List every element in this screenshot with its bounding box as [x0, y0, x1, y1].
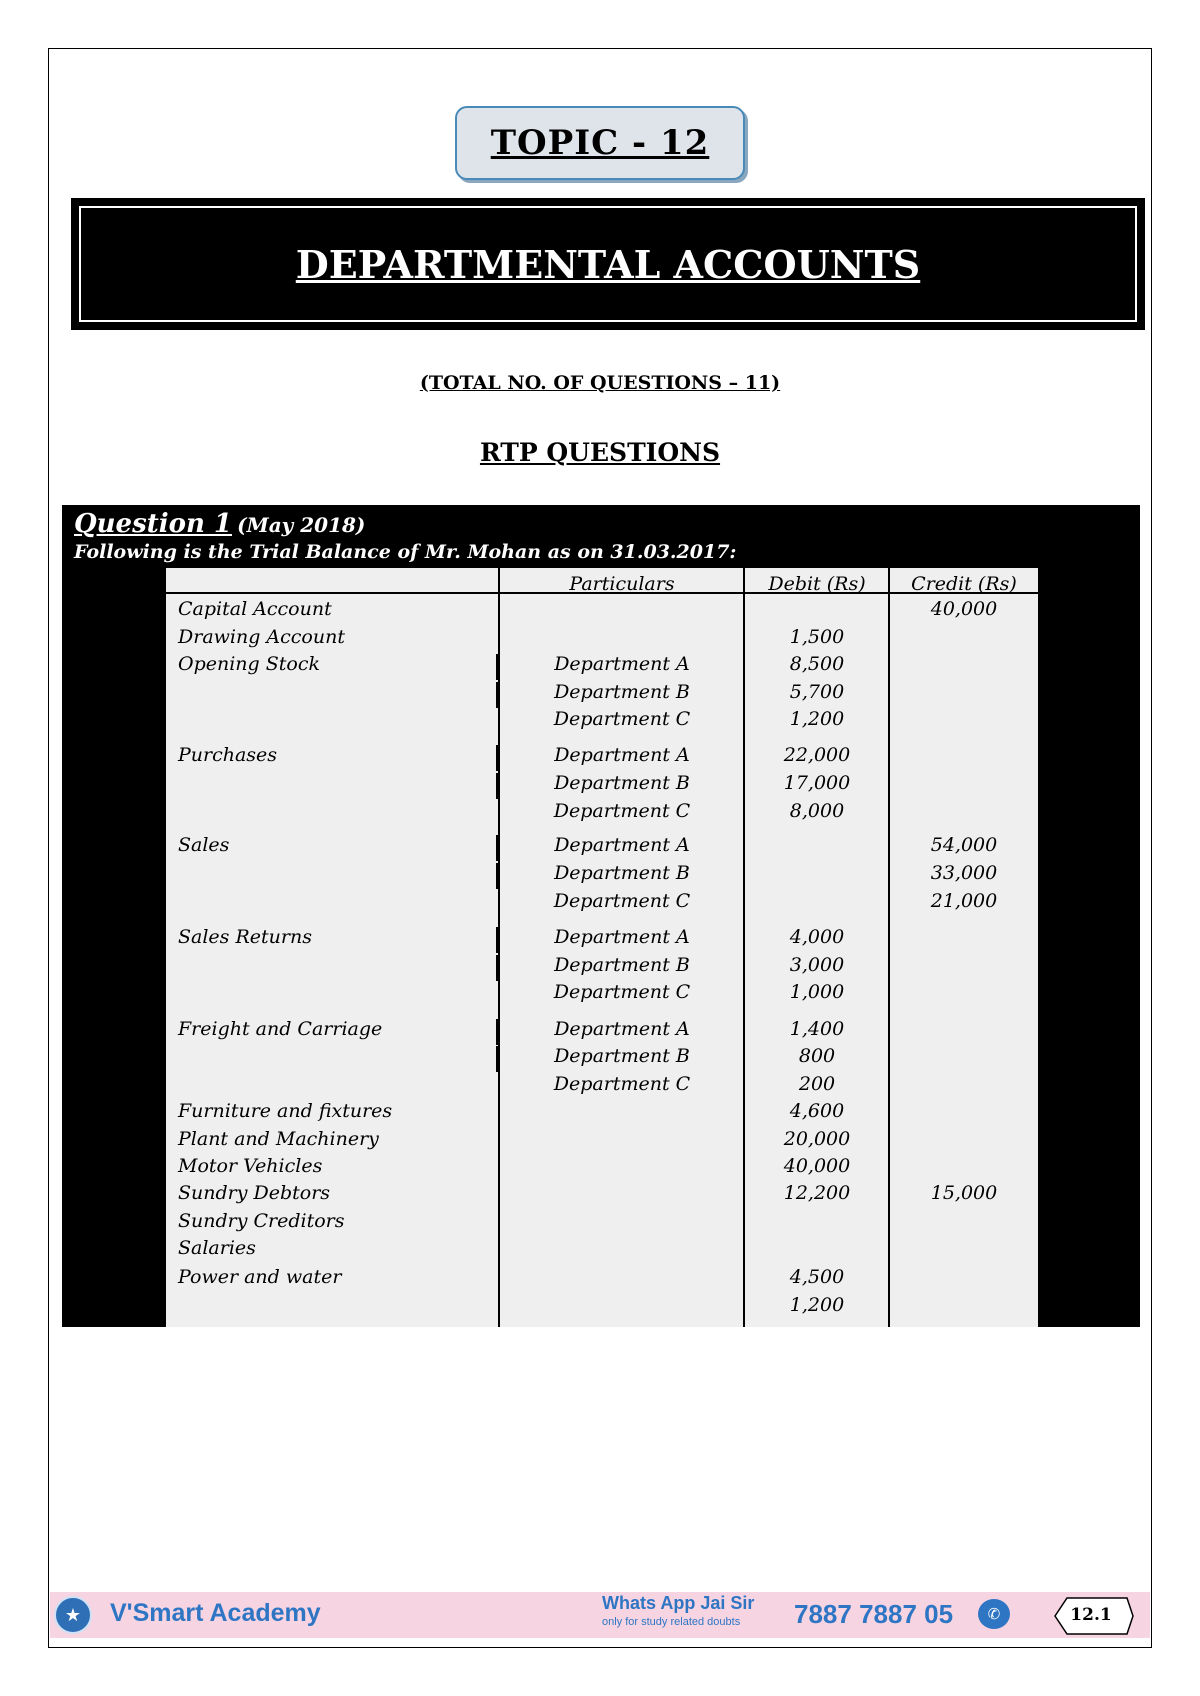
header-debit: Debit (Rs): [768, 573, 866, 595]
row-divider-tick: [496, 863, 498, 889]
row-department: Department A: [554, 926, 690, 948]
row-divider-tick: [496, 835, 498, 861]
row-debit: 12,200: [783, 1182, 851, 1204]
row-debit: 17,000: [783, 772, 851, 794]
row-credit: 33,000: [930, 862, 998, 884]
academy-logo-icon: ★: [54, 1596, 92, 1634]
footer-bar: [50, 1592, 1150, 1638]
row-debit: 1,500: [789, 626, 845, 648]
row-debit: 200: [798, 1073, 836, 1095]
row-credit: 21,000: [930, 890, 998, 912]
row-credit: 54,000: [930, 834, 998, 856]
row-particular: Salaries: [178, 1237, 256, 1259]
row-department: Department C: [553, 890, 691, 912]
row-particular: Opening Stock: [178, 653, 320, 675]
row-particular: Sales Returns: [178, 926, 312, 948]
row-department: Department A: [554, 834, 690, 856]
row-particular: Purchases: [178, 744, 278, 766]
row-particular: Capital Account: [178, 598, 332, 620]
chapter-banner-inner: [79, 206, 1137, 322]
topic-box: [455, 106, 745, 180]
row-divider-tick: [496, 773, 498, 799]
question-heading: [74, 509, 365, 539]
row-debit: 5,700: [789, 681, 845, 703]
row-particular: Sundry Debtors: [178, 1182, 331, 1204]
row-debit: 20,000: [783, 1128, 851, 1150]
row-department: Department C: [553, 1073, 691, 1095]
whatsapp-icon: ✆: [978, 1599, 1010, 1629]
row-debit: 22,000: [783, 744, 851, 766]
row-particular: Sundry Creditors: [178, 1210, 345, 1232]
row-particular: Power and water: [178, 1266, 342, 1288]
header-particulars: Particulars: [569, 573, 675, 595]
page-number-badge: [1045, 1596, 1137, 1636]
row-department: Department A: [554, 744, 690, 766]
row-department: Department C: [553, 981, 691, 1003]
row-department: Department B: [554, 862, 690, 884]
row-particular: Motor Vehicles: [178, 1155, 323, 1177]
row-debit: 1,400: [789, 1018, 845, 1040]
row-department: Department C: [553, 708, 691, 730]
row-particular: Plant and Machinery: [178, 1128, 379, 1150]
row-divider-tick: [496, 1019, 498, 1045]
row-department: Department B: [554, 681, 690, 703]
row-department: Department C: [553, 800, 691, 822]
whatsapp-label: Whats App Jai Sir: [602, 1593, 755, 1613]
question-intro: Following is the Trial Balance of Mr. Mohan as on 31.03.2017:: [74, 541, 737, 563]
question-date: (May 2018): [237, 513, 366, 537]
row-particular: Sales: [178, 834, 230, 856]
total-questions-text: (TOTAL NO. OF QUESTIONS – 11): [419, 372, 781, 394]
trial-balance-table: [166, 568, 1038, 1327]
row-debit: 1,200: [789, 1294, 845, 1316]
row-credit: 15,000: [930, 1182, 998, 1204]
question-label: Question 1: [74, 509, 233, 539]
row-debit: 4,500: [789, 1266, 845, 1288]
whatsapp-note: only for study related doubts: [602, 1616, 741, 1628]
page-number: 12.1: [1070, 1605, 1112, 1625]
row-department: Department B: [554, 954, 690, 976]
row-debit: 1,000: [789, 981, 845, 1003]
row-divider-tick: [496, 955, 498, 981]
section-title: RTP QUESTIONS: [479, 438, 721, 467]
row-divider-tick: [496, 927, 498, 953]
row-particular: Freight and Carriage: [178, 1018, 383, 1040]
row-debit: 4,600: [789, 1100, 845, 1122]
section-heading: [0, 438, 1200, 467]
chapter-banner: [71, 198, 1145, 330]
row-divider-tick: [496, 745, 498, 771]
row-divider-tick: [496, 1046, 498, 1072]
topic-label: TOPIC - 12: [490, 123, 710, 163]
footer-brand: V'Smart Academy: [110, 1599, 321, 1627]
row-debit: 1,200: [789, 708, 845, 730]
row-particular: Drawing Account: [178, 626, 345, 648]
row-debit: 3,000: [789, 954, 845, 976]
row-debit: 8,000: [789, 800, 845, 822]
total-questions: [0, 372, 1200, 394]
chapter-title: DEPARTMENTAL ACCOUNTS: [295, 241, 921, 287]
row-debit: 800: [798, 1045, 836, 1067]
phone-number: 7887 7887 05: [794, 1599, 954, 1629]
row-divider-tick: [496, 654, 498, 680]
header-credit: Credit (Rs): [911, 573, 1017, 595]
row-debit: 4,000: [789, 926, 845, 948]
row-divider-tick: [496, 682, 498, 708]
row-debit: 8,500: [789, 653, 845, 675]
row-particular: Furniture and fixtures: [178, 1100, 393, 1122]
row-debit: 40,000: [783, 1155, 851, 1177]
row-department: Department B: [554, 1045, 690, 1067]
row-credit: 40,000: [930, 598, 998, 620]
row-department: Department A: [554, 1018, 690, 1040]
question-box: [62, 505, 1140, 1327]
row-department: Department B: [554, 772, 690, 794]
row-department: Department A: [554, 653, 690, 675]
